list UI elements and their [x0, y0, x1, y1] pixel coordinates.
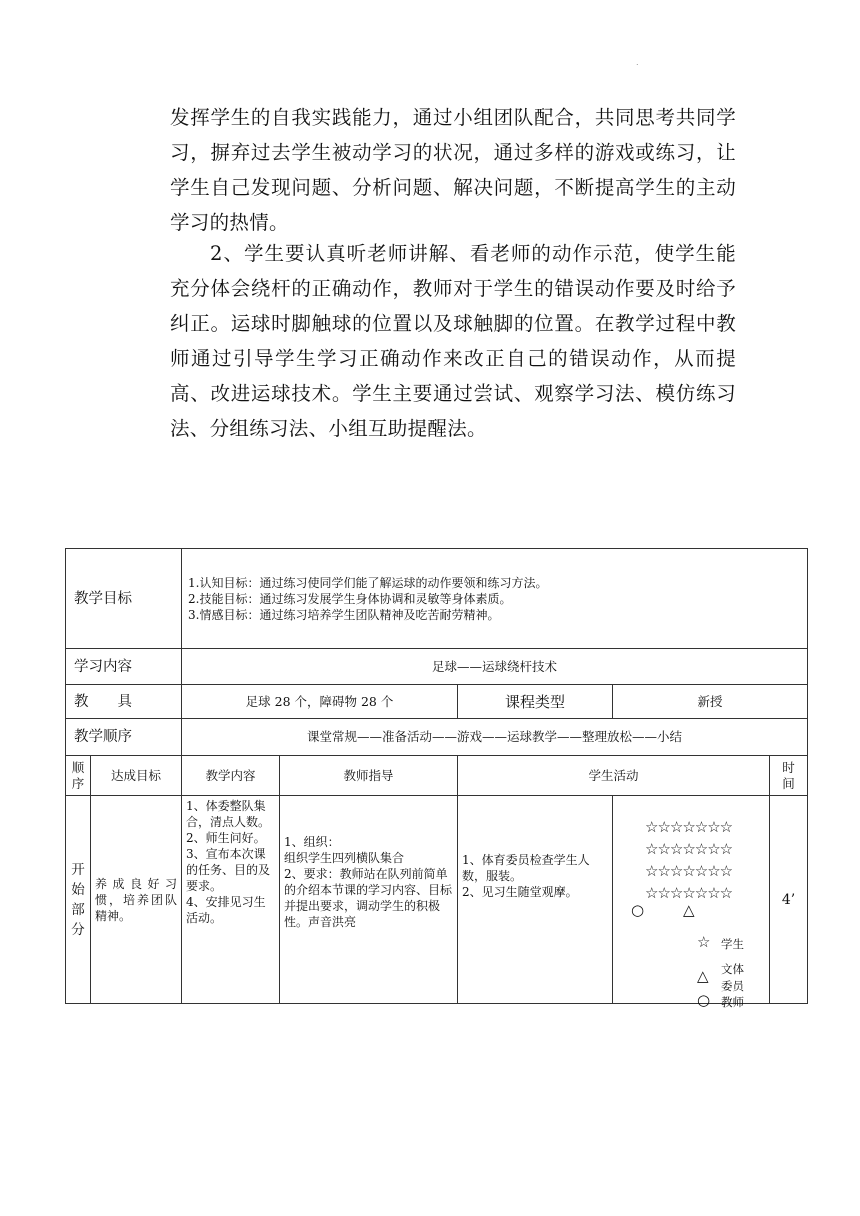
activity-line: 1、体育委员检查学生人数，服装。 — [462, 853, 590, 883]
header-time: 时间 — [782, 759, 795, 791]
order-label: 教学顺序 — [66, 719, 182, 756]
legend-committee-label-2: 委员 — [721, 979, 744, 993]
guidance-line: 1、组织： — [284, 835, 340, 849]
legend-student-label: 学生 — [721, 937, 744, 951]
header-content: 教学内容 — [182, 756, 280, 796]
star-row: ☆☆☆☆☆☆☆ — [645, 818, 733, 836]
goal-item: 2.技能目标：通过练习发展学生身体协调和灵敏等身体素质。 — [188, 591, 512, 606]
student-formation — [645, 816, 732, 904]
content-cell — [182, 796, 280, 1004]
formation-diagram — [613, 796, 769, 1009]
tools-row — [66, 685, 808, 719]
goal-item: 3.情感目标：通过练习培养学生团队精神及吃苦耐劳精神。 — [188, 607, 500, 622]
formation-diagram-cell — [613, 796, 770, 1009]
header-row — [66, 756, 808, 796]
star-row: ☆☆☆☆☆☆☆ — [645, 840, 733, 858]
content-line: 1、体委整队集合，清点人数。 — [186, 799, 271, 829]
paragraph-1: 发挥学生的自我实践能力，通过小组团队配合，共同思考共同学习，摒弃过去学生被动学习的状况，通过多样的游戏或练习，让学生自己发现问题、分析问题、解决问题，不断提高学生的主动学习的热情。 — [170, 106, 736, 234]
paragraph-2: 2、学生要认真听老师讲解、看老师的动作示范，使学生能充分体会绕杆的正确动作，教师对于学生的错误动作要及时给予纠正。运球时脚触球的位置以及球触脚的位置。在教学过程中教师通过引导学生学习正确动作来改正自己的错误动作，从而提高、改进运球技术。学生主要通过尝试、观察学习法、模仿练习法、分组练习法、小组互助提醒法。 — [170, 242, 736, 440]
header-guidance: 教师指导 — [280, 756, 458, 796]
goals-label: 教学目标 — [66, 549, 182, 649]
teacher-circle-icon: ○ — [631, 901, 645, 919]
legend-teacher-label: 教师 — [721, 995, 744, 1009]
goals-row — [66, 549, 808, 649]
goal-item: 1.认知目标：通过练习使同学们能了解运球的动作要领和练习方法。 — [188, 575, 548, 590]
header-seq: 顺序 — [71, 759, 85, 791]
content-value: 足球——运球绕杆技术 — [182, 649, 808, 685]
objective-cell: 养成良好习惯，培养团队精神。 — [91, 796, 182, 1004]
activity-cell — [458, 796, 613, 1004]
goals-list — [182, 549, 808, 649]
legend-committee-label-1: 文体 — [721, 962, 744, 976]
content-line: 4、安排见习生活动。 — [186, 895, 266, 925]
header-activity: 学生活动 — [458, 756, 770, 796]
guidance-cell — [280, 796, 458, 1004]
guidance-line: 组织学生四列横队集合 — [284, 851, 405, 865]
content-row — [66, 649, 808, 685]
content-label: 学习内容 — [66, 649, 182, 685]
phase-label: 开始部分 — [71, 861, 85, 938]
star-row: ☆☆☆☆☆☆☆ — [645, 862, 733, 880]
tools-value: 足球 28 个，障碍物 28 个 — [182, 685, 458, 719]
content-line: 2、师生问好。 — [186, 831, 266, 845]
header-objective: 达成目标 — [91, 756, 182, 796]
course-type-value: 新授 — [613, 685, 808, 719]
time-cell: 4’ — [770, 796, 808, 1004]
tools-label: 教 具 — [66, 685, 182, 719]
star-row: ☆☆☆☆☆☆☆ — [645, 884, 733, 902]
content-line: 3、宣布本次课的任务、目的及要求。 — [186, 847, 271, 893]
order-value: 课堂常规——准备活动——游戏——运球教学——整理放松——小结 — [182, 719, 808, 756]
legend-star-icon: ☆ — [697, 933, 711, 951]
committee-triangle-icon: △ — [683, 901, 695, 919]
page-mark: . — [636, 58, 639, 67]
order-row — [66, 719, 808, 756]
course-type-label: 课程类型 — [458, 685, 613, 719]
legend-triangle-icon: △ — [697, 967, 709, 985]
lesson-plan-table — [65, 548, 808, 1009]
start-phase-row — [66, 796, 808, 1004]
legend-circle-icon: ○ — [697, 991, 711, 1009]
guidance-line: 2、要求：教师站在队列前简单的介绍本节课的学习内容、目标并提出要求，调动学生的积极性。声音洪亮 — [284, 867, 453, 929]
activity-line: 2、见习生随堂观摩。 — [462, 885, 578, 899]
